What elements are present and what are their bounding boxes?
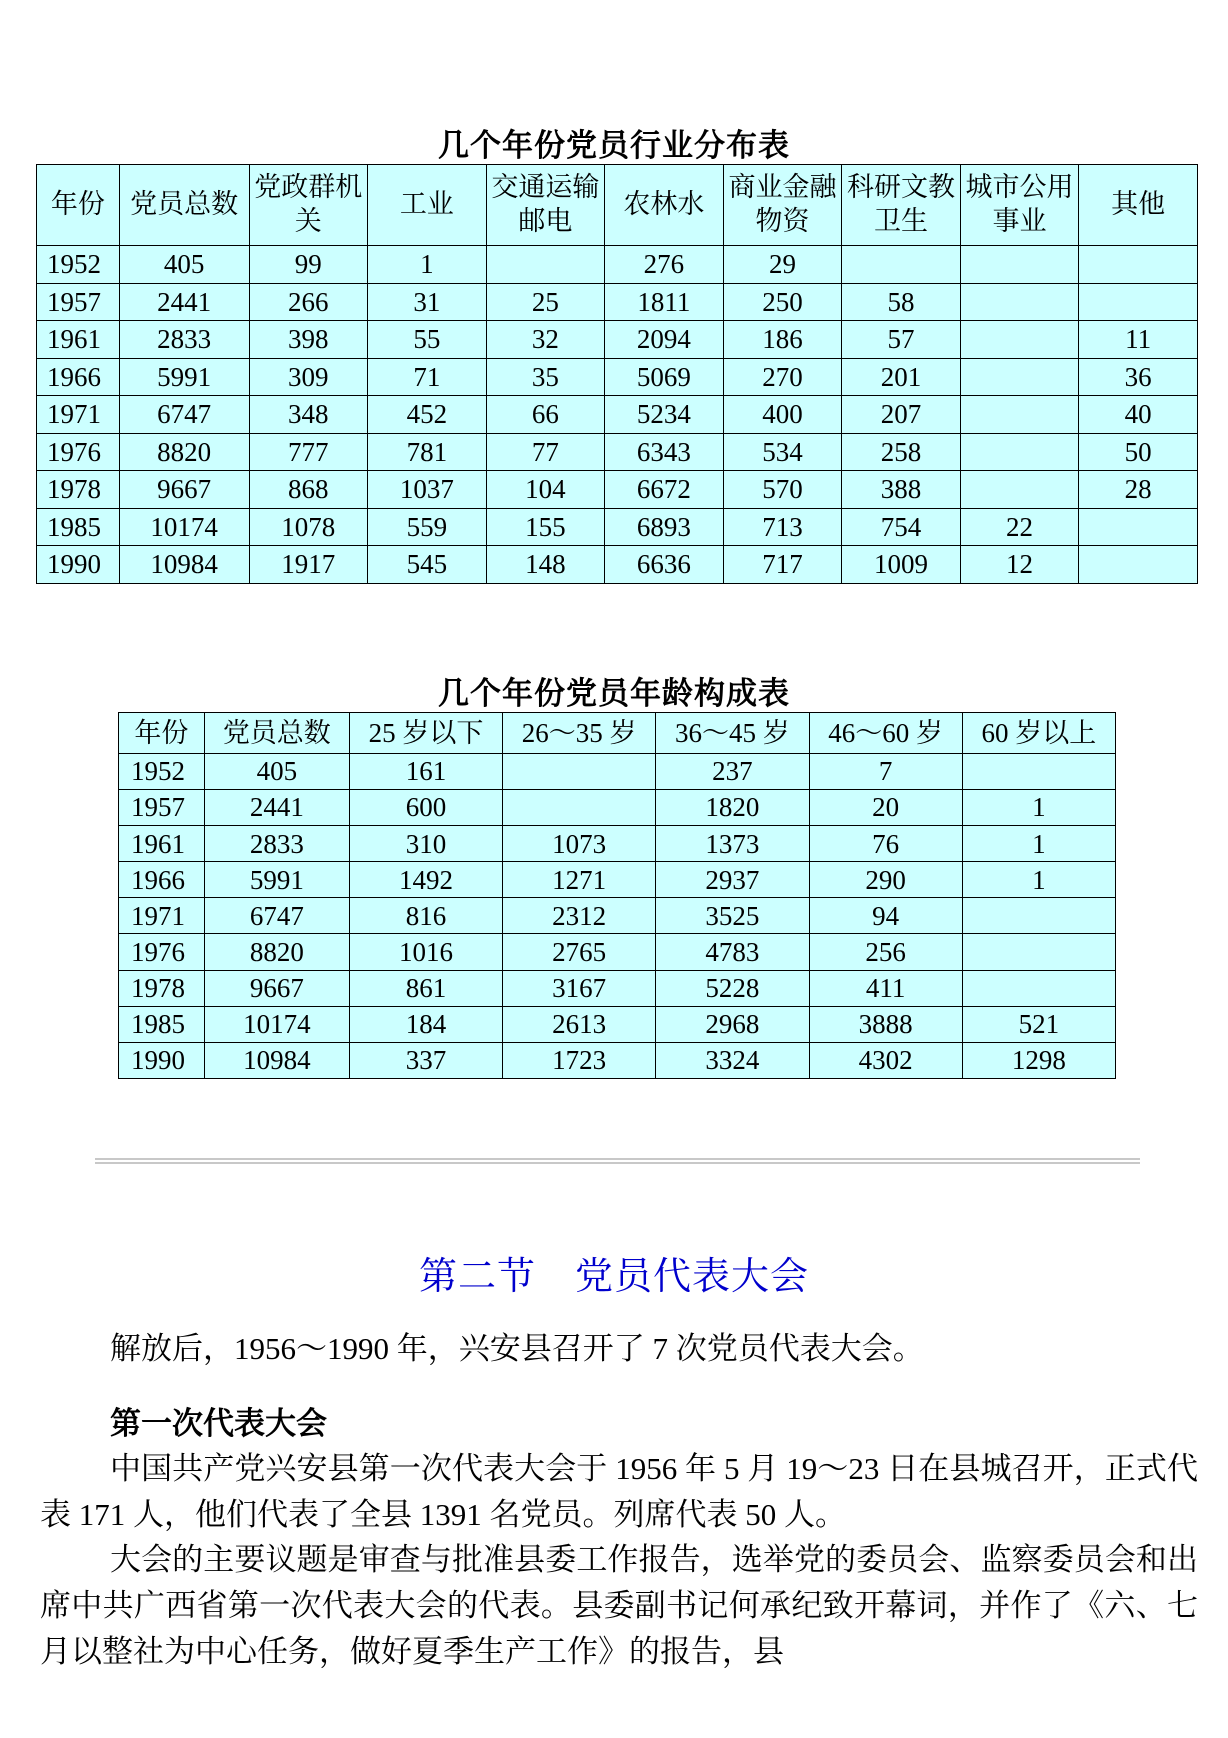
value-cell: 10174 — [204, 1006, 349, 1042]
value-cell: 1078 — [249, 508, 368, 546]
value-cell: 66 — [486, 396, 605, 434]
value-cell — [842, 246, 961, 284]
year-cell: 1985 — [37, 508, 120, 546]
value-cell: 8820 — [119, 433, 249, 471]
column-header: 商业金融物资 — [723, 165, 842, 246]
value-cell: 9667 — [204, 970, 349, 1006]
value-cell: 186 — [723, 321, 842, 359]
value-cell: 25 — [486, 283, 605, 321]
year-cell: 1990 — [37, 546, 120, 584]
value-cell: 35 — [486, 358, 605, 396]
section-title: 第二节 党员代表大会 — [418, 1256, 809, 1298]
value-cell — [960, 358, 1079, 396]
year-cell: 1978 — [37, 471, 120, 509]
year-cell: 1990 — [119, 1042, 205, 1078]
value-cell: 398 — [249, 321, 368, 359]
column-header: 60 岁以上 — [962, 713, 1115, 754]
column-header: 36～45 岁 — [656, 713, 809, 754]
table2-caption: 几个年份党员年龄构成表 — [438, 676, 790, 711]
value-cell: 6672 — [605, 471, 724, 509]
value-cell: 754 — [842, 508, 961, 546]
value-cell: 76 — [809, 826, 962, 862]
column-header: 科研文教卫生 — [842, 165, 961, 246]
table-row — [119, 934, 1116, 970]
column-header: 其他 — [1079, 165, 1198, 246]
value-cell: 2613 — [503, 1006, 656, 1042]
value-cell: 1037 — [368, 471, 487, 509]
table-row — [37, 283, 1198, 321]
value-cell: 207 — [842, 396, 961, 434]
table-row — [119, 862, 1116, 898]
value-cell: 3324 — [656, 1042, 809, 1078]
value-cell: 237 — [656, 754, 809, 790]
value-cell: 2833 — [204, 826, 349, 862]
header-row — [37, 165, 1198, 246]
value-cell — [1079, 508, 1198, 546]
value-cell: 310 — [349, 826, 502, 862]
value-cell: 22 — [960, 508, 1079, 546]
value-cell: 12 — [960, 546, 1079, 584]
value-cell: 71 — [368, 358, 487, 396]
value-cell: 40 — [1079, 396, 1198, 434]
value-cell — [960, 283, 1079, 321]
value-cell: 861 — [349, 970, 502, 1006]
value-cell: 2833 — [119, 321, 249, 359]
year-cell: 1978 — [119, 970, 205, 1006]
value-cell: 290 — [809, 862, 962, 898]
year-cell: 1952 — [37, 246, 120, 284]
column-header: 工业 — [368, 165, 487, 246]
table-row — [37, 358, 1198, 396]
value-cell: 868 — [249, 471, 368, 509]
table-row — [37, 246, 1198, 284]
value-cell: 411 — [809, 970, 962, 1006]
value-cell: 99 — [249, 246, 368, 284]
table-row — [119, 970, 1116, 1006]
industry-distribution-table — [36, 164, 1198, 584]
value-cell: 1009 — [842, 546, 961, 584]
value-cell: 5991 — [204, 862, 349, 898]
year-cell: 1976 — [37, 433, 120, 471]
value-cell: 276 — [605, 246, 724, 284]
value-cell: 1271 — [503, 862, 656, 898]
value-cell: 104 — [486, 471, 605, 509]
value-cell: 6893 — [605, 508, 724, 546]
value-cell: 10984 — [119, 546, 249, 584]
value-cell: 256 — [809, 934, 962, 970]
value-cell: 258 — [842, 433, 961, 471]
column-header: 年份 — [119, 713, 205, 754]
value-cell: 55 — [368, 321, 487, 359]
value-cell: 20 — [809, 790, 962, 826]
value-cell: 201 — [842, 358, 961, 396]
value-cell: 1811 — [605, 283, 724, 321]
year-cell: 1957 — [37, 283, 120, 321]
value-cell: 570 — [723, 471, 842, 509]
column-header: 农林水 — [605, 165, 724, 246]
table-row — [37, 396, 1198, 434]
year-cell: 1952 — [119, 754, 205, 790]
body-paragraph-1: 中国共产党兴安县第一次代表大会于 1956 年 5 月 19～23 日在县城召开，正式代表 171 人，他们代表了全县 1391 名党员。列席代表 50 人。 — [40, 1451, 1198, 1532]
value-cell: 309 — [249, 358, 368, 396]
value-cell: 3525 — [656, 898, 809, 934]
intro-paragraph: 解放后，1956～1990 年，兴安县召开了 7 次党员代表大会。 — [110, 1331, 924, 1366]
value-cell: 781 — [368, 433, 487, 471]
value-cell: 1820 — [656, 790, 809, 826]
year-cell: 1971 — [37, 396, 120, 434]
value-cell — [962, 898, 1115, 934]
value-cell: 1 — [962, 862, 1115, 898]
value-cell: 31 — [368, 283, 487, 321]
table-row — [119, 826, 1116, 862]
value-cell: 4302 — [809, 1042, 962, 1078]
year-cell: 1957 — [119, 790, 205, 826]
value-cell: 5228 — [656, 970, 809, 1006]
year-cell: 1961 — [119, 826, 205, 862]
value-cell — [960, 246, 1079, 284]
value-cell — [960, 396, 1079, 434]
value-cell: 6636 — [605, 546, 724, 584]
value-cell: 6747 — [119, 396, 249, 434]
table-row — [119, 898, 1116, 934]
value-cell: 2937 — [656, 862, 809, 898]
value-cell: 32 — [486, 321, 605, 359]
value-cell: 452 — [368, 396, 487, 434]
value-cell: 6747 — [204, 898, 349, 934]
value-cell: 1 — [368, 246, 487, 284]
value-cell: 400 — [723, 396, 842, 434]
value-cell: 28 — [1079, 471, 1198, 509]
value-cell: 9667 — [119, 471, 249, 509]
table-row — [37, 433, 1198, 471]
year-cell: 1966 — [37, 358, 120, 396]
value-cell: 29 — [723, 246, 842, 284]
value-cell — [503, 754, 656, 790]
value-cell — [960, 433, 1079, 471]
column-header: 25 岁以下 — [349, 713, 502, 754]
column-header: 党员总数 — [204, 713, 349, 754]
value-cell — [1079, 246, 1198, 284]
table-row — [37, 471, 1198, 509]
value-cell: 2441 — [204, 790, 349, 826]
column-header: 党政群机关 — [249, 165, 368, 246]
value-cell: 3167 — [503, 970, 656, 1006]
subheading: 第一次代表大会 — [110, 1406, 327, 1441]
table-row — [119, 754, 1116, 790]
table-row — [37, 321, 1198, 359]
value-cell: 270 — [723, 358, 842, 396]
value-cell: 266 — [249, 283, 368, 321]
year-cell: 1961 — [37, 321, 120, 359]
value-cell: 6343 — [605, 433, 724, 471]
year-cell: 1966 — [119, 862, 205, 898]
value-cell: 36 — [1079, 358, 1198, 396]
value-cell: 777 — [249, 433, 368, 471]
value-cell: 405 — [204, 754, 349, 790]
value-cell: 2765 — [503, 934, 656, 970]
body-paragraph-2: 大会的主要议题是审查与批准县委工作报告，选举党的委员会、监察委员会和出席中共广西省第一次代表大会的代表。县委副书记何承纪致开幕词，并作了《六、七月以整社为中心任务，做好夏季生产工作》的报告，县 — [40, 1542, 1198, 1669]
year-cell: 1976 — [119, 934, 205, 970]
value-cell: 2094 — [605, 321, 724, 359]
value-cell: 348 — [249, 396, 368, 434]
value-cell: 184 — [349, 1006, 502, 1042]
table-row — [119, 1006, 1116, 1042]
value-cell: 10984 — [204, 1042, 349, 1078]
value-cell: 250 — [723, 283, 842, 321]
table-row — [37, 546, 1198, 584]
table-row — [37, 508, 1198, 546]
horizontal-divider — [95, 1158, 1140, 1164]
value-cell: 5991 — [119, 358, 249, 396]
value-cell: 148 — [486, 546, 605, 584]
header-row — [119, 713, 1116, 754]
column-header: 年份 — [37, 165, 120, 246]
value-cell: 521 — [962, 1006, 1115, 1042]
value-cell: 2312 — [503, 898, 656, 934]
value-cell: 1 — [962, 826, 1115, 862]
value-cell: 50 — [1079, 433, 1198, 471]
value-cell: 5069 — [605, 358, 724, 396]
value-cell: 600 — [349, 790, 502, 826]
value-cell: 4783 — [656, 934, 809, 970]
value-cell — [1079, 546, 1198, 584]
column-header: 46～60 岁 — [809, 713, 962, 754]
value-cell: 7 — [809, 754, 962, 790]
value-cell: 713 — [723, 508, 842, 546]
value-cell: 5234 — [605, 396, 724, 434]
value-cell: 388 — [842, 471, 961, 509]
value-cell: 94 — [809, 898, 962, 934]
value-cell — [960, 321, 1079, 359]
value-cell: 3888 — [809, 1006, 962, 1042]
age-structure-table — [118, 712, 1116, 1079]
value-cell: 155 — [486, 508, 605, 546]
value-cell: 58 — [842, 283, 961, 321]
value-cell — [962, 934, 1115, 970]
value-cell: 545 — [368, 546, 487, 584]
value-cell: 1073 — [503, 826, 656, 862]
table-row — [119, 790, 1116, 826]
year-cell: 1971 — [119, 898, 205, 934]
value-cell: 534 — [723, 433, 842, 471]
value-cell: 11 — [1079, 321, 1198, 359]
value-cell: 1298 — [962, 1042, 1115, 1078]
value-cell: 1917 — [249, 546, 368, 584]
value-cell: 1016 — [349, 934, 502, 970]
value-cell — [962, 970, 1115, 1006]
value-cell: 717 — [723, 546, 842, 584]
value-cell: 8820 — [204, 934, 349, 970]
value-cell: 1 — [962, 790, 1115, 826]
value-cell: 337 — [349, 1042, 502, 1078]
value-cell: 10174 — [119, 508, 249, 546]
column-header: 党员总数 — [119, 165, 249, 246]
value-cell: 1492 — [349, 862, 502, 898]
value-cell — [962, 754, 1115, 790]
table1-caption: 几个年份党员行业分布表 — [438, 128, 790, 163]
value-cell: 1723 — [503, 1042, 656, 1078]
value-cell: 2968 — [656, 1006, 809, 1042]
value-cell — [486, 246, 605, 284]
column-header: 城市公用事业 — [960, 165, 1079, 246]
table-row — [119, 1042, 1116, 1078]
value-cell: 161 — [349, 754, 502, 790]
column-header: 26～35 岁 — [503, 713, 656, 754]
value-cell: 816 — [349, 898, 502, 934]
value-cell: 559 — [368, 508, 487, 546]
column-header: 交通运输邮电 — [486, 165, 605, 246]
value-cell — [960, 471, 1079, 509]
value-cell — [503, 790, 656, 826]
value-cell: 2441 — [119, 283, 249, 321]
year-cell: 1985 — [119, 1006, 205, 1042]
value-cell: 405 — [119, 246, 249, 284]
value-cell: 77 — [486, 433, 605, 471]
value-cell: 57 — [842, 321, 961, 359]
value-cell — [1079, 283, 1198, 321]
value-cell: 1373 — [656, 826, 809, 862]
